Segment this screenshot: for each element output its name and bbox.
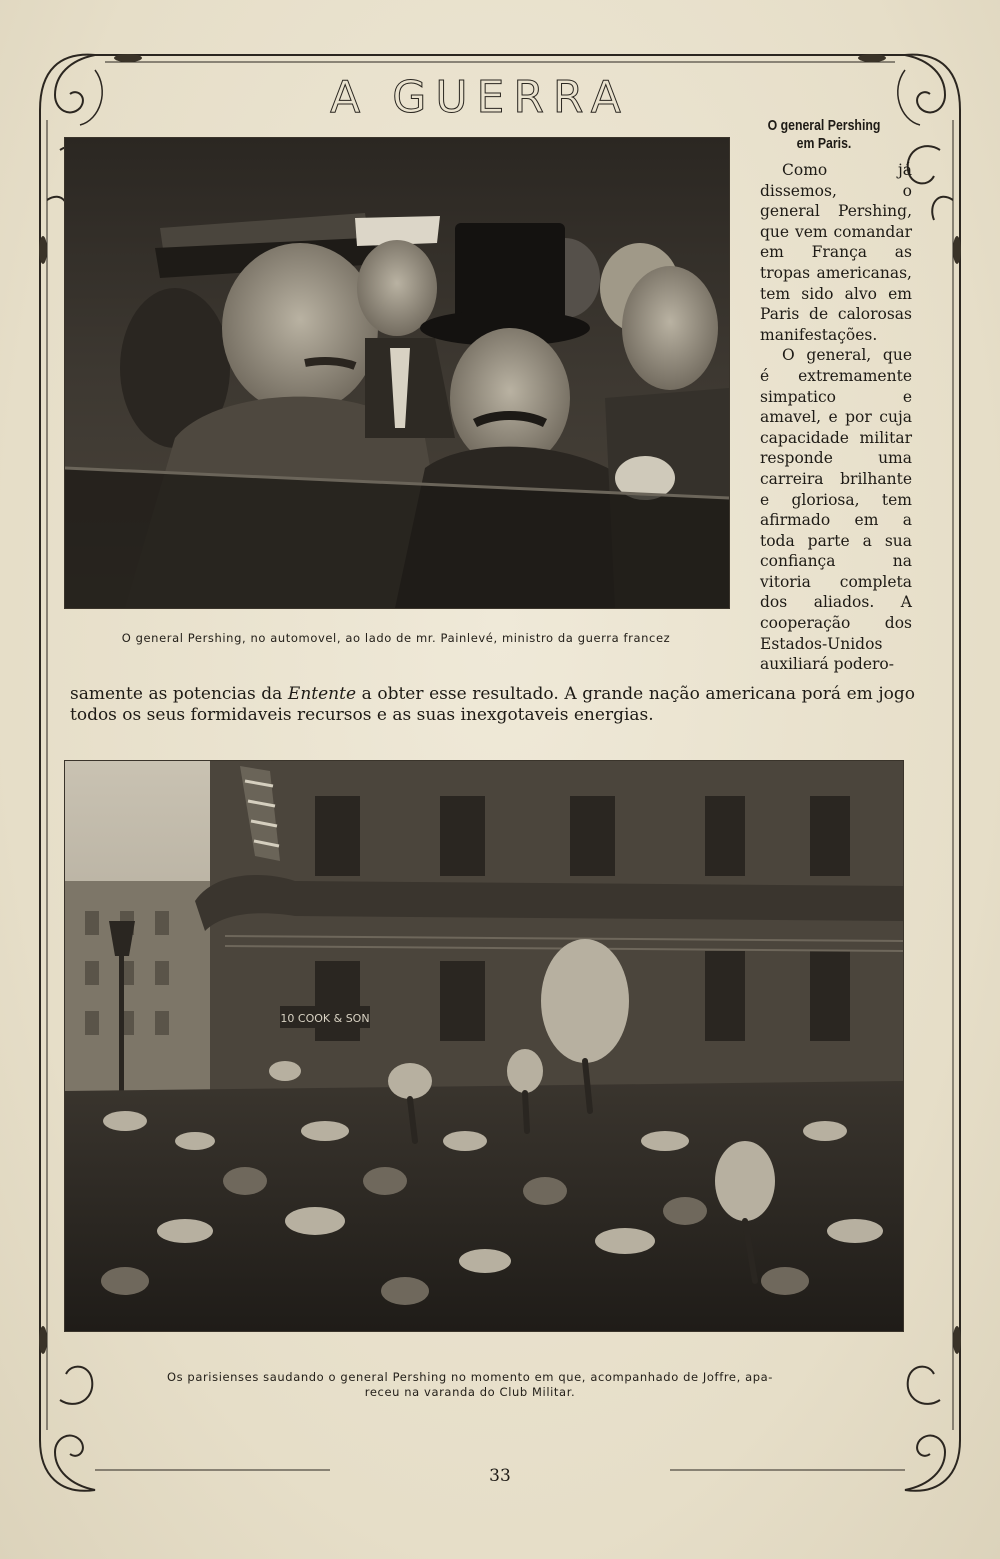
article-continuation (70, 684, 915, 726)
article-heading: O general Pershing em Paris. (767, 117, 881, 152)
article-paragraph-1: Como já dissemos, o general Pershing, que vem comandar em França as tropas americanas, tem sido alvo em Paris de calorosas manifestações. (760, 161, 912, 344)
caption-2-line-1: Os parisienses saudando o general Pershing no momento em que, acompanhado de Joffre, apa- (166, 1370, 774, 1384)
photo-caption-2 (110, 1370, 830, 1400)
photo-illustration (65, 761, 903, 1331)
article-paragraph-2: O general, que é extremamente simpatico e amavel, e por cuja capacidade militar responde uma carreira brilhante e gloriosa, tem afirmado em a toda parte a sua confiança na vitoria completa dos aliados. A cooperação dos Estados-Unidos auxiliará podero- (760, 346, 912, 674)
crowd-saluting-photo (64, 760, 904, 1332)
photo-illustration (65, 138, 729, 608)
photo-caption-1: O general Pershing, no automovel, ao lado de mr. Painlevé, ministro da guerra francez (121, 631, 671, 645)
article-column (760, 160, 912, 675)
continuation-end: a obter esse resultado. A grande nação americana porá em jogo todos os seus formidaveis recursos e as suas inexgotaveis energias. (70, 684, 915, 725)
entente-text: Entente (287, 684, 357, 704)
page-title: A GUERRA (330, 72, 630, 123)
pershing-automobile-photo (64, 137, 730, 609)
caption-2-line-2: receu na varanda do Club Militar. (364, 1385, 576, 1399)
shop-sign: 10 COOK & SON (280, 1012, 370, 1025)
page-number: 33 (489, 1466, 511, 1486)
continuation-start: samente as potencias da (70, 684, 288, 704)
